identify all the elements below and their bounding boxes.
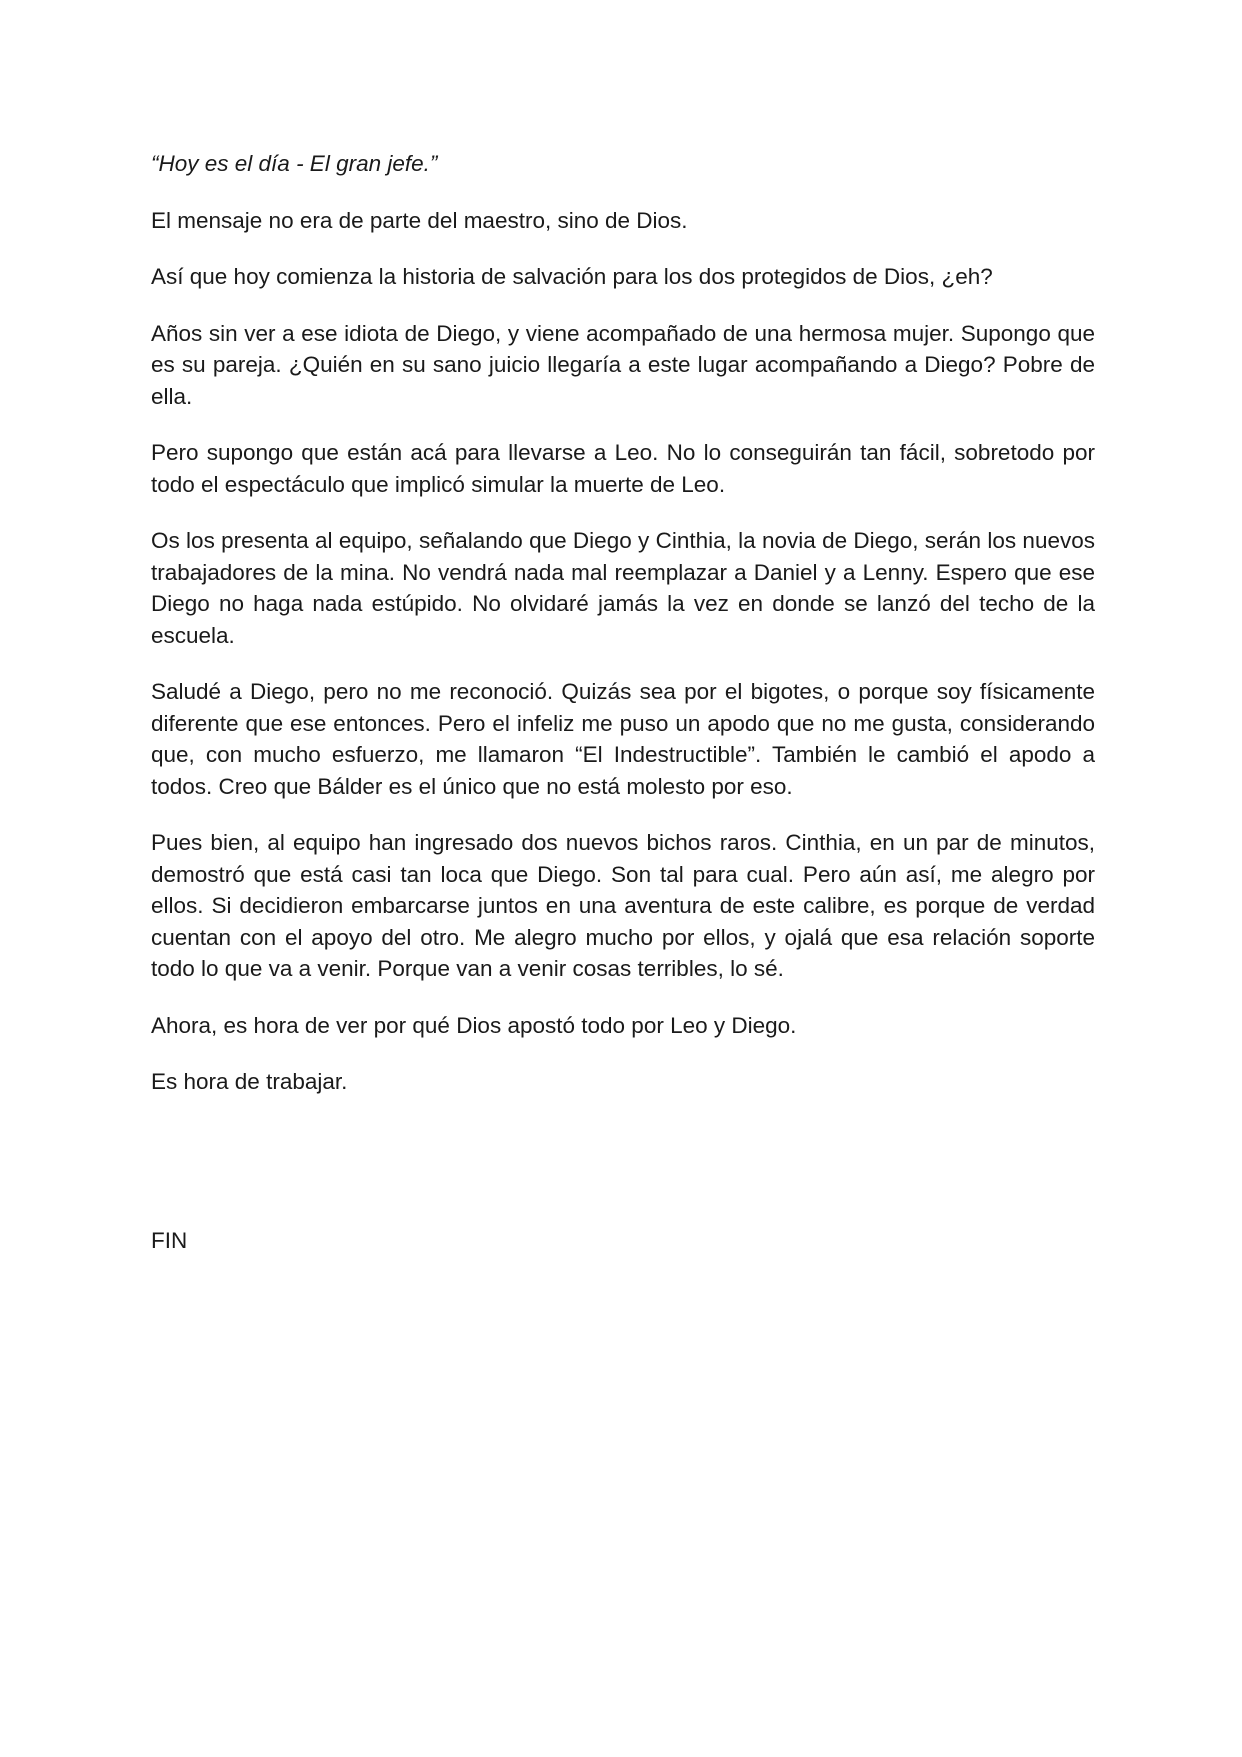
document-body [151,148,1095,1281]
paragraph-6: Saludé a Diego, pero no me reconoció. Quizás sea por el bigotes, o porque soy físicamente diferente que ese entonces. Pero el infeliz me puso un apodo que no me gusta, considerando que, con mucho esfuerzo, me llamaron “El Indestructible”. También le cambió el apodo a todos. Creo que Bálder es el único que no está molesto por eso. [151,679,1095,799]
paragraph-1: El mensaje no era de parte del maestro, sino de Dios. [151,207,688,233]
paragraph-8: Ahora, es hora de ver por qué Dios apostó todo por Leo y Diego. [151,1012,797,1038]
paragraph-4: Pero supongo que están acá para llevarse a Leo. No lo conseguirán tan fácil, sobretodo por todo el espectáculo que implicó simular la muerte de Leo. [151,440,1095,497]
paragraph-3: Años sin ver a ese idiota de Diego, y viene acompañado de una hermosa mujer. Supongo que es su pareja. ¿Quién en su sano juicio llegaría a este lugar acompañando a Diego? Pobre de ella. [151,320,1095,409]
paragraph-2: Así que hoy comienza la historia de salvación para los dos protegidos de Dios, ¿eh? [151,264,993,289]
end-marker: FIN [151,1227,188,1253]
paragraph-7: Pues bien, al equipo han ingresado dos nuevos bichos raros. Cinthia, en un par de minutos, demostró que está casi tan loca que Diego. Son tal para cual. Pero aún así, me alegro por ellos. Si decidieron embarcarse juntos en una aventura de este calibre, es porque de verdad cuentan con el apoyo del otro. Me alegro mucho por ellos, y ojalá que esa relación soporte todo lo que va a venir. Porque van a venir cosas terribles, lo sé. [151,830,1095,981]
opening-quote: “Hoy es el día - El gran jefe.” [151,151,438,176]
paragraph-5: Os los presenta al equipo, señalando que Diego y Cinthia, la novia de Diego, serán los nuevos trabajadores de la mina. No vendrá nada mal reemplazar a Daniel y a Lenny. Espero que ese Diego no haga nada estúpido. No olvidaré jamás la vez en donde se lanzó del techo de la escuela. [151,528,1095,648]
paragraph-9: Es hora de trabajar. [151,1069,348,1094]
